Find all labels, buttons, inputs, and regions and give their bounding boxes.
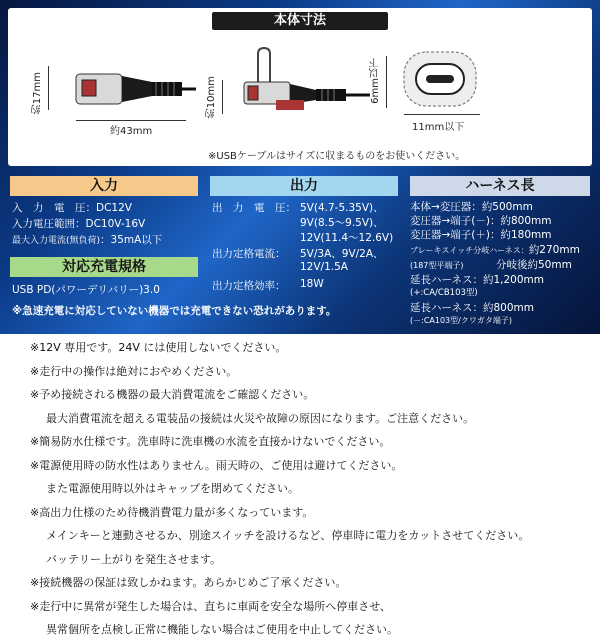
note-line: メインキーと連動させるか、別途スイッチを設けるなど、停車時に電力をカットさせてください。 [46,529,530,542]
input-range-value: ：DC10V-16V [75,218,146,230]
output-power-value: 18W [300,278,324,290]
output-voltage-value-1: 5V(4.7-5.35V)、 [300,202,384,214]
harness-value-3: 約180mm [500,229,552,241]
note-line: ※12V 専用です。24V には使用しないでください。 [30,341,287,354]
harness-row-2 [410,213,552,228]
harness-value-8: 約800mm [482,302,534,314]
dim-height-6: 6mm以下 [370,58,381,104]
note-line: ※走行中に異常が発生した場合は、直ちに車両を安全な場所へ停車させ、 [30,599,391,613]
input-current-label: 最大入力電流(無負荷) [12,236,101,246]
harness-label-7: (+:CA/CB103型) [410,288,478,298]
harness-row-5 [410,257,572,272]
fast-charge-warning: ※急速充電に対応していない機器では充電できない恐れがあります。 [12,305,337,317]
charging-header: 対応充電規格 [10,257,198,277]
note-line: ※高出力仕様のため待機消費電力量が多くなっています。 [30,505,314,519]
harness-row-8 [410,300,534,315]
note-line: ※電源使用時の防水性はありません。雨天時の、ご使用は避けてください。 [30,458,403,472]
input-max-current [12,232,162,247]
note-line: ※走行中の操作は絶対におやめください。 [30,364,238,378]
harness-label-3: 変圧器→端子(＋)： [410,229,501,241]
output-current-value-1: 5V/3A、9V/2A、 [300,248,384,260]
dim-height-17: 約17mm [32,72,43,115]
output-current-label: 出力定格電流： [212,248,286,260]
input-range-label: 入力電圧範囲 [12,218,75,230]
harness-row-4 [410,242,580,257]
harness-value-2: 約800mm [500,215,552,227]
output-voltage-label: 出 力 電 圧： [212,202,296,214]
note-line: ※予め接続される機器の最大消費電流をご確認ください。 [30,388,315,401]
note-line: また電源使用時以外はキャップを閉めてください。 [46,482,299,495]
harness-value-1: 約500mm [481,201,533,213]
note-line: ※接続機器の保証は致しかねます。あらかじめご了承ください。 [30,576,347,589]
dim-height-10: 約10mm [206,76,217,119]
charging-standard: USB PD(パワーデリバリー)3.0 [12,284,160,296]
dim-line-10 [222,80,223,114]
dimension-diagram [8,8,592,166]
input-voltage-value: ：DC12V [85,202,132,214]
input-voltage-label: 入 力 電 圧 [12,202,86,214]
harness-label-5: (187型平端子) [410,261,464,270]
usb-cable-note: ※USBケーブルはサイズに収まるものをお使いください。 [208,151,466,162]
diagram-title: 本体寸法 [212,12,388,30]
harness-label-2: 変圧器→端子(－)： [410,215,501,227]
notes-list [30,336,590,642]
product-side-view-drawing [68,66,198,112]
dim-line-17 [48,66,49,110]
dim-width-43: 約43mm [110,126,153,137]
dim-line-11 [404,114,480,115]
harness-label-6: 延長ハーネス： [410,274,483,286]
harness-row-9 [410,315,512,326]
note-line: バッテリー上がりを発生させます。 [46,552,222,566]
dim-line-43 [76,120,186,121]
output-voltage-value-2: 9V(8.5～9.5V)、 [300,217,384,229]
input-voltage-range [12,216,145,231]
note-line: 異常個所を点検し正常に機能しない場合はご使用を中止してください。 [46,623,398,636]
input-header: 入力 [10,176,198,196]
dim-width-11: 11mm以下 [412,122,465,133]
input-voltage [12,200,132,215]
input-current-value: ：35mA以下 [100,234,163,246]
output-voltage-value-3: 12V(11.4～12.6V) [300,232,394,244]
harness-label-1: 本体→変圧器： [410,201,482,213]
harness-value-4: 約270mm [528,244,580,256]
product-cap-view-drawing [236,44,376,114]
note-line: ※簡易防水仕様です。洗車時に洗車機の水流を直接かけないでください。 [30,435,391,448]
usb-c-port-drawing [400,48,484,110]
output-header: 出力 [210,176,398,196]
harness-row-7 [410,286,478,298]
note-line: 最大消費電流を超える電装品の接続は火災や故障の原因になります。ご注意ください。 [46,411,475,425]
harness-value-5: 分岐後約50mm [496,259,572,271]
harness-row-6 [410,272,544,287]
harness-row-1 [410,199,533,214]
harness-label-8: 延長ハーネス： [410,302,483,314]
output-current-value-2: 12V/1.5A [300,261,348,273]
harness-label-4: ブレーキスイッチ分岐ハーネス： [410,246,529,255]
harness-row-3 [410,227,552,242]
harness-label-9: (－:CA103型/クワガタ端子) [410,316,512,325]
harness-header: ハーネス長 [410,176,590,196]
dim-line-6 [386,56,387,108]
output-power-label: 出力定格効率： [212,280,286,292]
harness-value-6: 約1,200mm [482,274,545,286]
